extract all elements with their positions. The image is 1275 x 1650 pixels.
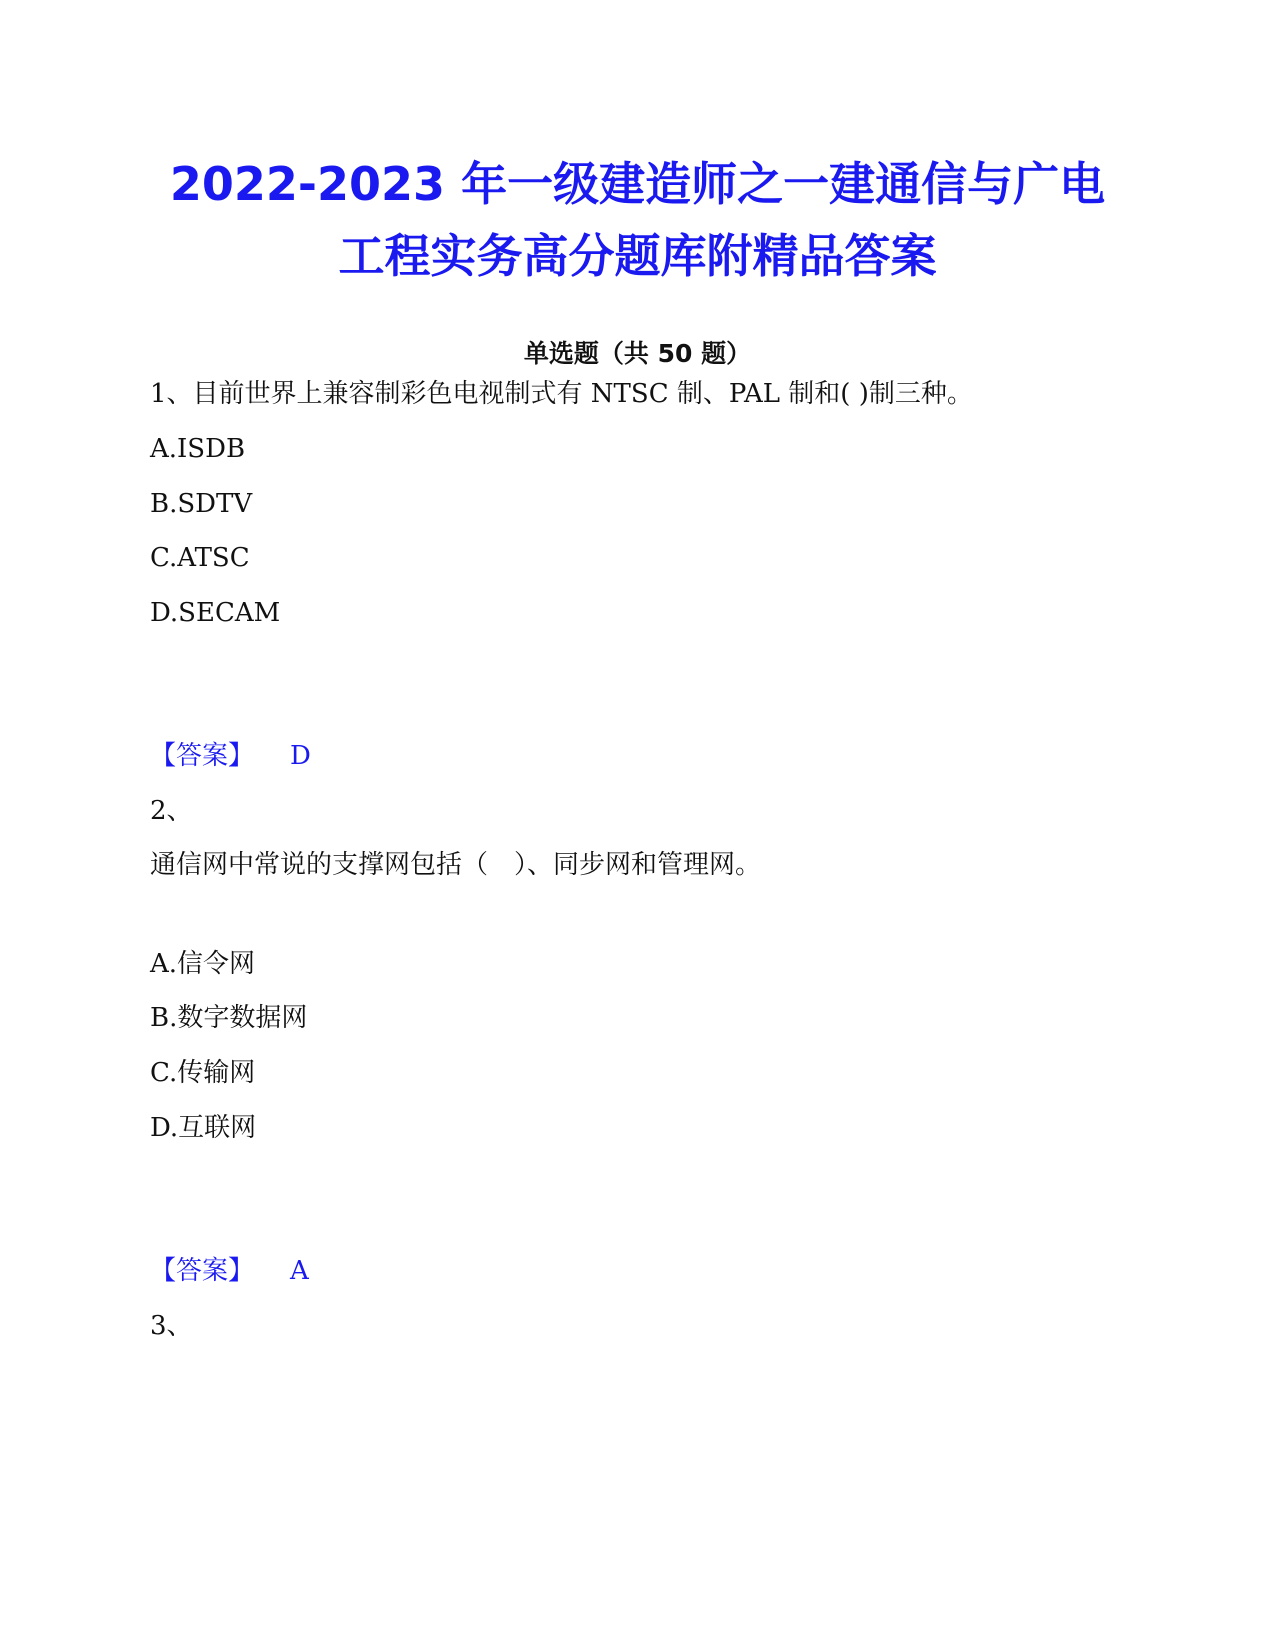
question-2-option-d: D.互联网 (150, 1113, 257, 1143)
question-text: 目前世界上兼容制彩色电视制式有 NTSC 制、PAL 制和( )制三种。 (192, 379, 973, 409)
question-2-answer (150, 1251, 309, 1291)
section-heading: 单选题（共 50 题） (523, 339, 752, 368)
question-2-number: 2、 (150, 796, 193, 826)
question-1-stem (150, 374, 973, 414)
document-title-line-2: 工程实务高分题库附精品答案 (338, 229, 937, 283)
document-title-line-1: 2022-2023 年一级建造师之一建通信与广电 (169, 157, 1106, 211)
answer-label: 【答案】 (150, 1256, 255, 1286)
question-3-number: 3、 (150, 1311, 193, 1341)
question-2-option-c: C.传输网 (150, 1058, 256, 1088)
question-1-option-b: B.SDTV (150, 489, 253, 519)
question-1-answer (150, 736, 311, 776)
question-1-option-c: C.ATSC (150, 543, 250, 573)
question-1-option-a: A.ISDB (150, 434, 246, 464)
answer-value: A (290, 1256, 309, 1286)
question-1-option-d: D.SECAM (150, 598, 281, 628)
question-2-option-b: B.数字数据网 (150, 1003, 308, 1033)
answer-value: D (290, 741, 311, 771)
question-number: 1、 (150, 379, 193, 409)
question-2-option-a: A.信令网 (150, 949, 256, 979)
answer-label: 【答案】 (150, 741, 255, 771)
question-2-stem: 通信网中常说的支撑网包括（ ）、同步网和管理网。 (150, 850, 762, 880)
